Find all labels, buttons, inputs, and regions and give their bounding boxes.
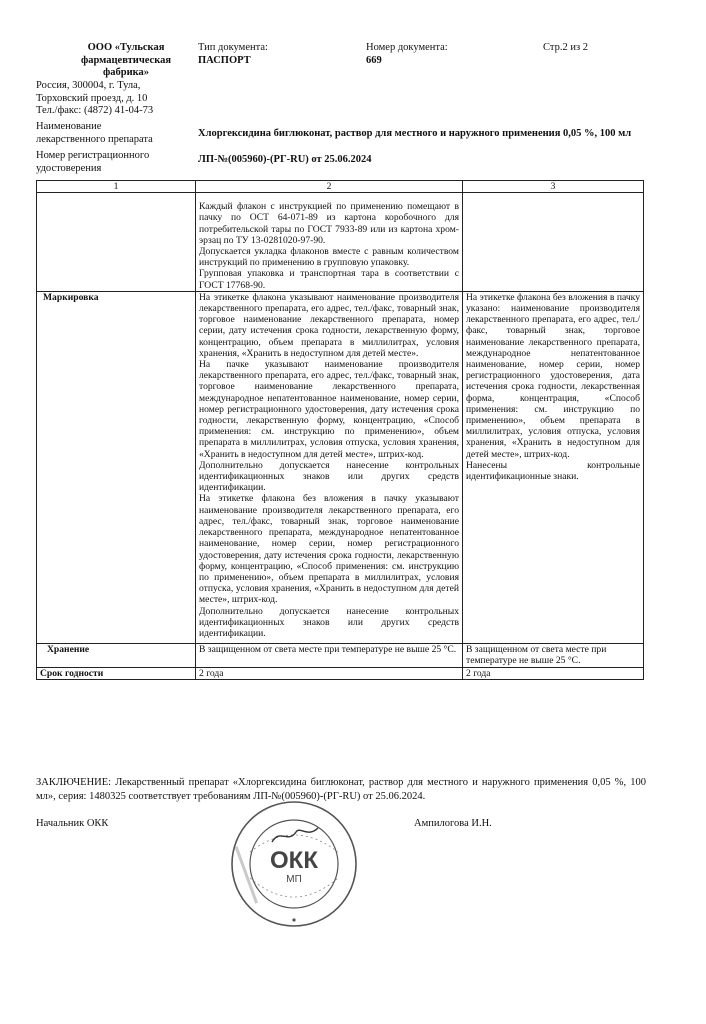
org-name: ООО «Тульская фармацевтическая фабрика» bbox=[80, 42, 172, 78]
marking-paragraph: На этикетке флакона без вложения в пачку указывают наименование производителя лекарственного препарата, его адрес, тел./факс, товарный знак, торговое наименование лекарственного препарата, международное непатентованное наименование, номер серии, номер регистрационного удостоверения, дату истечения срока годности, лекарственную форму, концентрацию, «Способ применения: см. инструкцию по применению», объем препарата в миллилитрах, условия отпуска, условия хранения, «Хранить в недоступном для детей месте», штрих-код. bbox=[199, 493, 459, 606]
col-number-1: 1 bbox=[37, 181, 196, 193]
marking-paragraph: На этикетке флакона указывают наименование производителя лекарственного препарата, его адрес, тел./факс, товарный знак, торговое наименование лекарственного препарата, номер серии, дату истечения срока годности, лекарственную форму, концентрацию, объем препарата в миллилитрах, условия хранения, «Хранить в недоступном для детей месте». bbox=[199, 291, 459, 359]
packaging-label-cell bbox=[37, 193, 196, 292]
shelf-life-row bbox=[37, 667, 644, 679]
marking-actual-cell bbox=[463, 291, 644, 643]
stamp-sub-text: МП bbox=[286, 874, 302, 885]
packaging-text-cell bbox=[196, 193, 463, 292]
marking-paragraph: Дополнительно допускается нанесение контрольных идентификационных знаков или других средств идентификации. bbox=[199, 459, 459, 494]
packaging-row bbox=[37, 193, 644, 292]
marking-actual-paragraph: На этикетке флакона без вложения в пачку указано: наименование производителя лекарственного препарата, его адрес, тел./факс, товарный знак, торговое наименование лекарственного препарата, международное непатентованное наименование, номер серии, номер регистрационного удостоверения, дата истечения срока годности, лекарственная форма, концентрация, «Способ применения: см. инструкцию по применению», объем препарата в миллилитрах, условия отпуска, условия хранения, «Хранить в недоступном для детей месте», штрих-код. bbox=[466, 291, 640, 460]
shelf-life-label: Срок годности bbox=[37, 667, 196, 679]
reg-number: ЛП-№(005960)-(РГ-RU) от 25.06.2024 bbox=[198, 154, 372, 165]
marking-requirements-cell bbox=[196, 291, 463, 643]
marking-paragraph: На пачке указывают наименование производителя лекарственного препарата, его адрес, тел./факс, товарный знак, торговое наименование лекарственного препарата, международное непатентованное наименование, номер серии, номер регистрационного удостоверения, дату истечения срока годности, лекарственную форму, концентрацию, «Способ применения: см. инструкцию по применению», объем препарата в миллилитрах, условия отпуска, условия хранения, «Хранить в недоступном для детей месте», штрих-код. bbox=[199, 359, 459, 460]
packaging-paragraph: Допускается укладка флаконов вместе с равным количеством инструкций по применению в групповую упаковку. bbox=[199, 246, 459, 269]
storage-row bbox=[37, 644, 644, 667]
company-stamp bbox=[228, 798, 360, 930]
storage-actual: В защищенном от света месте при температуре не выше 25 °С. bbox=[463, 644, 644, 667]
reg-number-label: Номер регистрационного удостоверения bbox=[36, 150, 150, 174]
packaging-paragraph: Каждый флакон с инструкцией по применению помещают в пачку по ОСТ 64-071-89 из картона коробочного для потребительской тары по ГОСТ 7933-89 или из картона хром-эрзац по ТУ 13-0281020-97-90. bbox=[199, 201, 459, 246]
signature-position: Начальник ОКК bbox=[36, 818, 109, 829]
marking-paragraph: Дополнительно допускается нанесение контрольных идентификационных знаков или других средств идентификации. bbox=[199, 605, 459, 639]
specification-table bbox=[36, 180, 644, 680]
marking-label: Маркировка bbox=[37, 291, 196, 643]
col-number-3: 3 bbox=[463, 181, 644, 193]
doc-number: 669 bbox=[366, 55, 382, 66]
col-number-2: 2 bbox=[196, 181, 463, 193]
doc-type-label: Тип документа: bbox=[198, 42, 268, 53]
conclusion-text: ЗАКЛЮЧЕНИЕ: Лекарственный препарат «Хлоргексидина биглюконат, раствор для местного и наружного применения 0,05 %, 100 мл», серия: 1480325 соответствует требованиям ЛП-№(005960)-(РГ-RU) от 25.06.2024. bbox=[36, 777, 646, 802]
product-name: Хлоргексидина биглюконат, раствор для местного и наружного применения 0,05 %, 100 мл bbox=[198, 128, 632, 139]
storage-label: Хранение bbox=[37, 644, 196, 667]
packaging-actual-cell bbox=[463, 193, 644, 292]
shelf-life-requirement: 2 года bbox=[196, 667, 463, 679]
shelf-life-actual: 2 года bbox=[463, 667, 644, 679]
stamp-center-text: ОКК bbox=[270, 847, 318, 874]
storage-requirement: В защищенном от света месте при температуре не выше 25 °С. bbox=[196, 644, 463, 667]
signature-name: Ампилогова И.Н. bbox=[414, 818, 492, 829]
product-name-label: Наименование лекарственного препарата bbox=[36, 121, 153, 145]
column-number-row bbox=[37, 181, 644, 193]
signature-scribble bbox=[272, 828, 318, 842]
page-number: Стр.2 из 2 bbox=[543, 42, 588, 53]
packaging-paragraph: Групповая упаковка и транспортная тара в соответствии с ГОСТ 17768-90. bbox=[199, 268, 459, 291]
doc-type: ПАСПОРТ bbox=[198, 55, 251, 66]
doc-number-label: Номер документа: bbox=[366, 42, 448, 53]
marking-row bbox=[37, 291, 644, 643]
marking-actual-paragraph: Нанесены контрольные идентификационные знаки. bbox=[466, 459, 640, 483]
org-address: Россия, 300004, г. Тула, Торховский проезд, д. 10 Тел./факс: (4872) 41-04-73 bbox=[36, 80, 154, 116]
